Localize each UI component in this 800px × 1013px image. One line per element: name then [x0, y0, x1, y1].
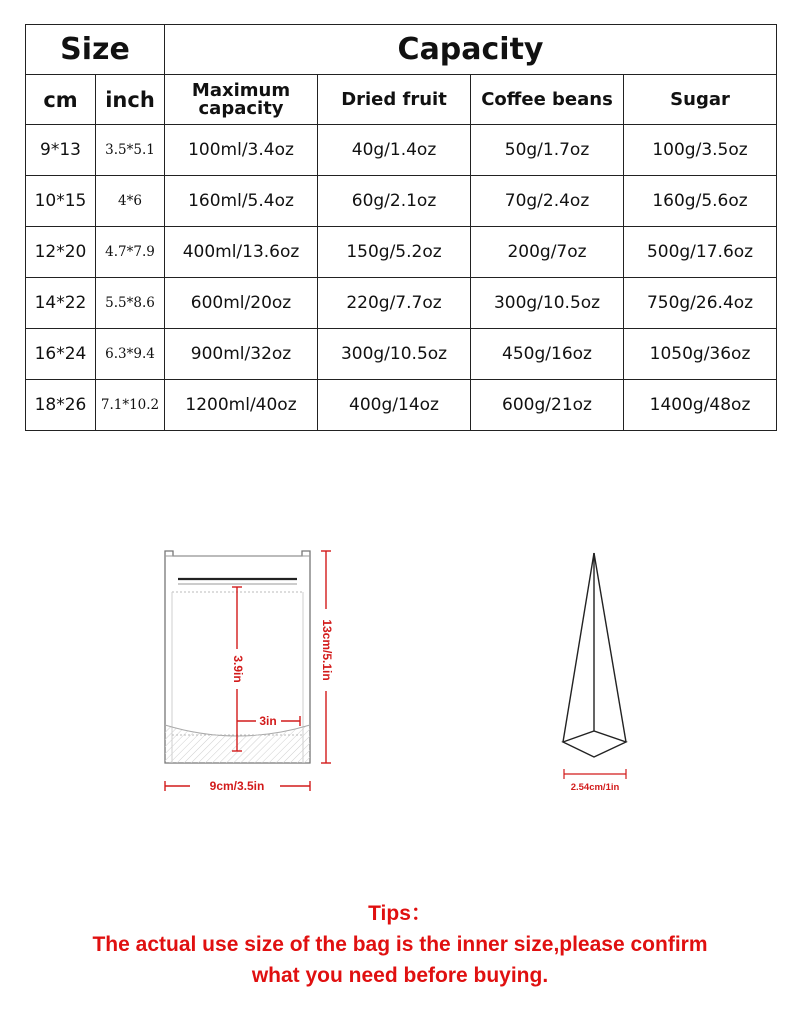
cell-cm: 16*24 — [26, 329, 96, 380]
cell-coffee-beans: 450g/16oz — [471, 329, 624, 380]
cell-inch: 4.7*7.9 — [96, 227, 165, 278]
cell-max-capacity: 100ml/3.4oz — [165, 125, 318, 176]
cell-inch: 3.5*5.1 — [96, 125, 165, 176]
capacity-table — [25, 24, 777, 431]
inner-height-label: 3.9in — [230, 655, 245, 683]
inner-width-label: 3in — [259, 714, 277, 728]
cell-sugar: 750g/26.4oz — [624, 278, 777, 329]
cell-coffee-beans: 70g/2.4oz — [471, 176, 624, 227]
table-row — [26, 278, 777, 329]
gusset-label: 2.54cm/1in — [570, 782, 620, 793]
cell-sugar: 1050g/36oz — [624, 329, 777, 380]
tips-line-2: what you need before buying. — [251, 964, 549, 987]
tips-title: Tips： — [368, 902, 432, 925]
col-header-dried-fruit: Dried fruit — [318, 75, 471, 125]
tips-body — [0, 929, 800, 991]
cell-inch: 7.1*10.2 — [96, 380, 165, 431]
cell-max-capacity: 400ml/13.6oz — [165, 227, 318, 278]
outer-height-label: 13cm/5.1in — [319, 619, 334, 681]
cell-dried-fruit: 150g/5.2oz — [318, 227, 471, 278]
outer-width-label: 9cm/3.5in — [209, 779, 265, 793]
cell-cm: 10*15 — [26, 176, 96, 227]
cell-sugar: 100g/3.5oz — [624, 125, 777, 176]
cell-inch: 4*6 — [96, 176, 165, 227]
tips-line-1: The actual use size of the bag is the inner size,please confirm — [92, 933, 708, 956]
cell-dried-fruit: 40g/1.4oz — [318, 125, 471, 176]
col-header-cm: cm — [26, 75, 96, 125]
cell-cm: 14*22 — [26, 278, 96, 329]
bag-diagram-svg — [150, 535, 650, 805]
gusset-dimension — [564, 769, 626, 779]
table-row — [26, 176, 777, 227]
cell-dried-fruit: 60g/2.1oz — [318, 176, 471, 227]
col-header-sugar: Sugar — [624, 75, 777, 125]
cell-cm: 12*20 — [26, 227, 96, 278]
cell-max-capacity: 160ml/5.4oz — [165, 176, 318, 227]
cell-inch: 6.3*9.4 — [96, 329, 165, 380]
cell-coffee-beans: 200g/7oz — [471, 227, 624, 278]
cell-coffee-beans: 300g/10.5oz — [471, 278, 624, 329]
table-row — [26, 125, 777, 176]
cell-cm: 9*13 — [26, 125, 96, 176]
cell-max-capacity: 600ml/20oz — [165, 278, 318, 329]
cell-sugar: 500g/17.6oz — [624, 227, 777, 278]
cell-dried-fruit: 400g/14oz — [318, 380, 471, 431]
cell-dried-fruit: 300g/10.5oz — [318, 329, 471, 380]
cell-max-capacity: 900ml/32oz — [165, 329, 318, 380]
cell-inch: 5.5*8.6 — [96, 278, 165, 329]
col-header-max-capacity: Maximum capacity — [165, 75, 318, 125]
cell-dried-fruit: 220g/7.7oz — [318, 278, 471, 329]
table-row — [26, 329, 777, 380]
table-row — [26, 227, 777, 278]
cell-sugar: 160g/5.6oz — [624, 176, 777, 227]
cell-coffee-beans: 50g/1.7oz — [471, 125, 624, 176]
cell-sugar: 1400g/48oz — [624, 380, 777, 431]
cell-max-capacity: 1200ml/40oz — [165, 380, 318, 431]
size-header: Size — [26, 25, 165, 75]
cell-cm: 18*26 — [26, 380, 96, 431]
table-row — [26, 380, 777, 431]
col-header-inch: inch — [96, 75, 165, 125]
col-header-coffee-beans: Coffee beans — [471, 75, 624, 125]
bag-side-view — [563, 553, 626, 757]
bag-diagram — [150, 535, 650, 805]
capacity-header: Capacity — [165, 25, 777, 75]
cell-coffee-beans: 600g/21oz — [471, 380, 624, 431]
